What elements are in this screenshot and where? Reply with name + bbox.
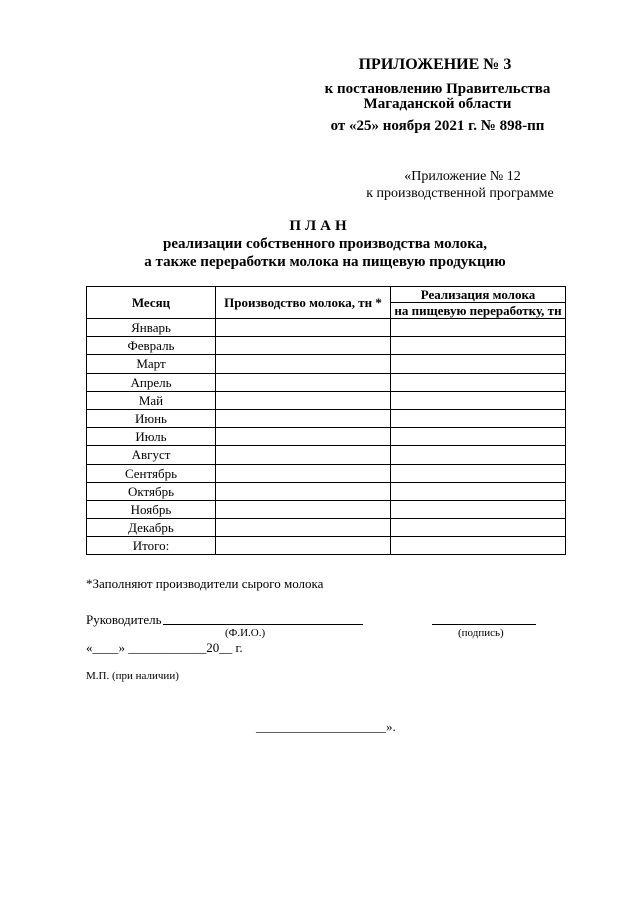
annex-date-line: от «25» ноября 2021 г. № 898-пп <box>330 118 545 134</box>
production-cell[interactable] <box>216 355 391 373</box>
realization-cell[interactable] <box>391 537 566 555</box>
month-cell: Декабрь <box>87 519 216 537</box>
realization-cell[interactable] <box>391 409 566 427</box>
table-row <box>87 409 566 427</box>
header-realization <box>391 287 566 319</box>
month-cell: Март <box>87 355 216 373</box>
stamp-note: М.П. (при наличии) <box>86 670 179 682</box>
annex-title: ПРИЛОЖЕНИЕ № 3 <box>358 56 512 73</box>
table-row <box>87 519 566 537</box>
realization-cell[interactable] <box>391 319 566 337</box>
date-line: «____» ____________20__ г. <box>86 640 243 655</box>
header-production: Производство молока, тн * <box>216 287 391 319</box>
realization-cell[interactable] <box>391 337 566 355</box>
realization-cell[interactable] <box>391 500 566 518</box>
closing-line: ____________________». <box>256 719 396 734</box>
sub-annex-title: «Приложение № 12 <box>404 169 521 184</box>
header-realization-top: Реализация молока <box>391 287 565 303</box>
month-cell: Сентябрь <box>87 464 216 482</box>
realization-cell[interactable] <box>391 482 566 500</box>
realization-cell[interactable] <box>391 355 566 373</box>
month-cell: Май <box>87 391 216 409</box>
table-row <box>87 319 566 337</box>
plan-subtitle-1: реализации собственного производства молока, <box>163 236 487 252</box>
month-cell: Январь <box>87 319 216 337</box>
production-cell[interactable] <box>216 428 391 446</box>
month-cell: Июнь <box>87 409 216 427</box>
annex-region-line: Магаданской области <box>363 96 512 112</box>
table-row <box>87 391 566 409</box>
table-row <box>87 500 566 518</box>
signature-caption: (подпись) <box>458 627 504 639</box>
realization-cell[interactable] <box>391 519 566 537</box>
table-row <box>87 446 566 464</box>
table-row <box>87 355 566 373</box>
production-cell[interactable] <box>216 464 391 482</box>
month-cell: Октябрь <box>87 482 216 500</box>
realization-cell[interactable] <box>391 428 566 446</box>
month-cell: Август <box>87 446 216 464</box>
production-cell[interactable] <box>216 337 391 355</box>
realization-cell[interactable] <box>391 373 566 391</box>
head-label: Руководитель <box>86 612 162 627</box>
plan-table <box>86 286 566 555</box>
month-cell: Итого: <box>87 537 216 555</box>
month-cell: Апрель <box>87 373 216 391</box>
production-cell[interactable] <box>216 391 391 409</box>
month-cell: Июль <box>87 428 216 446</box>
header-month: Месяц <box>87 287 216 319</box>
month-cell: Февраль <box>87 337 216 355</box>
table-row <box>87 373 566 391</box>
production-cell[interactable] <box>216 482 391 500</box>
annex-resolution-line: к постановлению Правительства <box>324 81 551 97</box>
plan-subtitle-2: а также переработки молока на пищевую продукцию <box>144 254 506 270</box>
production-cell[interactable] <box>216 537 391 555</box>
footnote: *Заполняют производители сырого молока <box>86 576 324 591</box>
table-row <box>87 337 566 355</box>
table-row <box>87 464 566 482</box>
table-row <box>87 428 566 446</box>
production-cell[interactable] <box>216 319 391 337</box>
fio-caption: (Ф.И.О.) <box>225 627 266 639</box>
signature-line[interactable] <box>432 624 536 625</box>
sub-annex-program: к производственной программе <box>366 186 554 201</box>
header-realization-bottom: на пищевую переработку, тн <box>394 303 562 318</box>
production-cell[interactable] <box>216 519 391 537</box>
table-header-row <box>87 287 566 319</box>
table-row <box>87 537 566 555</box>
realization-cell[interactable] <box>391 391 566 409</box>
production-cell[interactable] <box>216 409 391 427</box>
month-cell: Ноябрь <box>87 500 216 518</box>
production-cell[interactable] <box>216 446 391 464</box>
plan-title: ПЛАН <box>289 218 351 234</box>
production-cell[interactable] <box>216 500 391 518</box>
production-cell[interactable] <box>216 373 391 391</box>
table-row <box>87 482 566 500</box>
realization-cell[interactable] <box>391 446 566 464</box>
head-name-line[interactable] <box>163 624 363 625</box>
realization-cell[interactable] <box>391 464 566 482</box>
